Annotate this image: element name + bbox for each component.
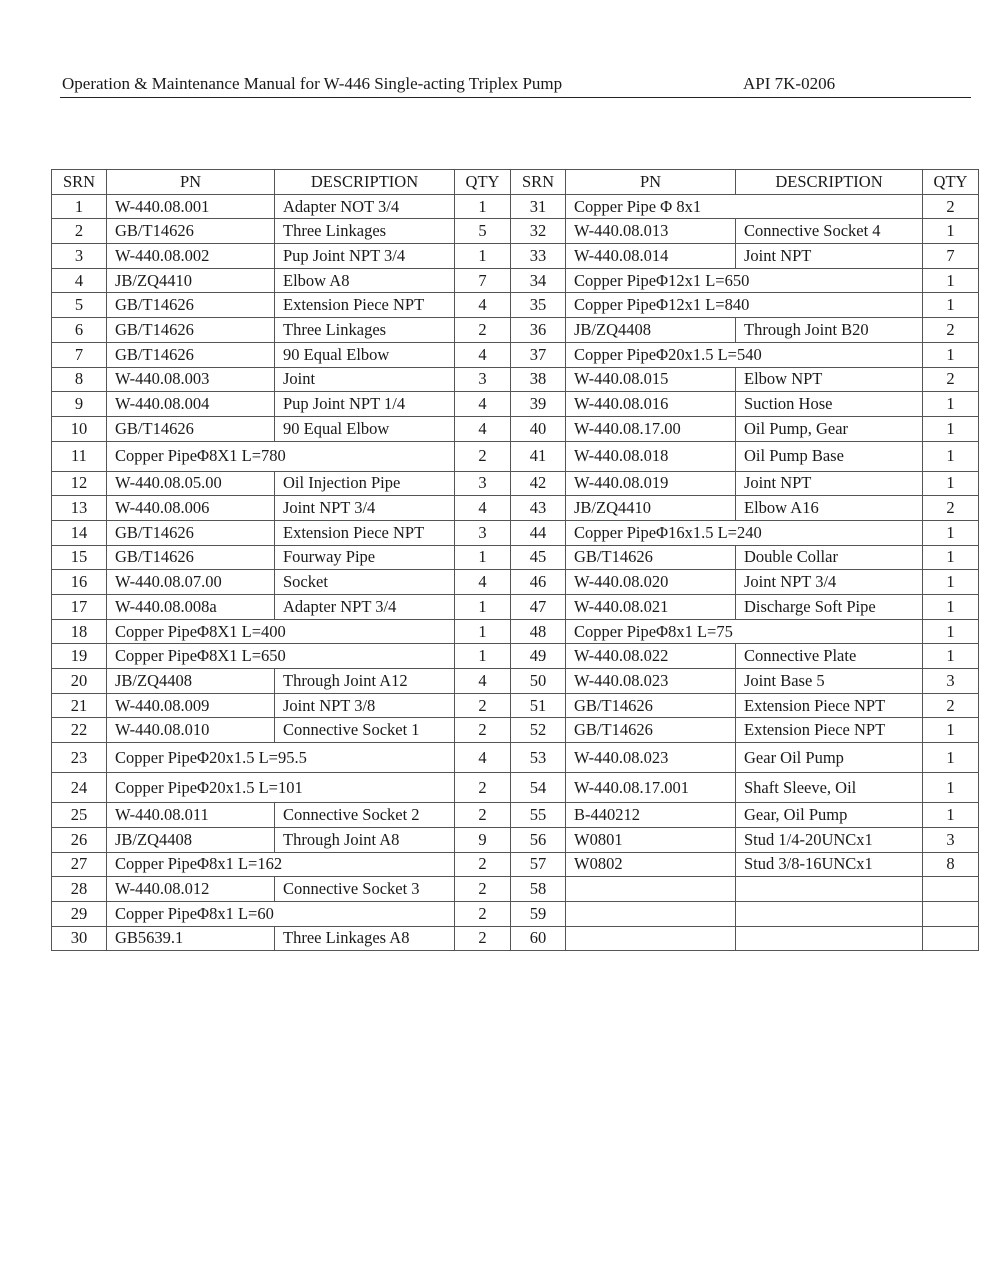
- srn-cell: 45: [511, 545, 566, 570]
- table-row: [52, 669, 979, 694]
- table-row: [52, 803, 979, 828]
- pn-cell: B-440212: [566, 803, 736, 828]
- qty-cell: 1: [455, 595, 511, 620]
- pn-cell: W-440.08.019: [566, 471, 736, 496]
- description-cell: Connective Socket 2: [275, 803, 455, 828]
- description-cell: Through Joint A8: [275, 827, 455, 852]
- qty-cell: 1: [923, 293, 979, 318]
- pn-cell: Copper PipeΦ8x1 L=75: [566, 619, 923, 644]
- qty-cell: [923, 926, 979, 951]
- qty-cell: 1: [455, 244, 511, 269]
- srn-cell: 13: [52, 496, 107, 521]
- srn-cell: 25: [52, 803, 107, 828]
- description-cell: Elbow A16: [736, 496, 923, 521]
- srn-cell: 26: [52, 827, 107, 852]
- pn-cell: GB/T14626: [107, 545, 275, 570]
- pn-cell: W-440.08.016: [566, 392, 736, 417]
- description-cell: [736, 926, 923, 951]
- description-cell: Gear, Oil Pump: [736, 803, 923, 828]
- srn-cell: 19: [52, 644, 107, 669]
- pn-cell: JB/ZQ4408: [566, 318, 736, 343]
- qty-cell: 1: [923, 342, 979, 367]
- srn-cell: 29: [52, 901, 107, 926]
- description-cell: Elbow NPT: [736, 367, 923, 392]
- table-row: [52, 644, 979, 669]
- description-cell: Adapter NOT 3/4: [275, 194, 455, 219]
- srn-cell: 34: [511, 268, 566, 293]
- qty-cell: 1: [923, 718, 979, 743]
- pn-cell: [566, 901, 736, 926]
- qty-cell: [923, 877, 979, 902]
- table-row: [52, 595, 979, 620]
- srn-cell: 27: [52, 852, 107, 877]
- description-cell: Fourway Pipe: [275, 545, 455, 570]
- document-code: API 7K-0206: [743, 74, 836, 93]
- srn-cell: 17: [52, 595, 107, 620]
- qty-cell: 1: [923, 570, 979, 595]
- pn-cell: Copper PipeΦ8X1 L=400: [107, 619, 455, 644]
- qty-cell: 3: [455, 471, 511, 496]
- description-cell: Joint: [275, 367, 455, 392]
- srn-cell: 16: [52, 570, 107, 595]
- table-row: [52, 520, 979, 545]
- qty-cell: 1: [923, 644, 979, 669]
- description-cell: Shaft Sleeve, Oil: [736, 773, 923, 803]
- pn-cell: GB5639.1: [107, 926, 275, 951]
- table-row: [52, 877, 979, 902]
- qty-cell: 4: [455, 570, 511, 595]
- column-header-qty: QTY: [455, 170, 511, 195]
- srn-cell: 24: [52, 773, 107, 803]
- qty-cell: 2: [455, 926, 511, 951]
- qty-cell: 4: [455, 669, 511, 694]
- qty-cell: 4: [455, 342, 511, 367]
- srn-cell: 32: [511, 219, 566, 244]
- srn-cell: 21: [52, 693, 107, 718]
- qty-cell: 2: [455, 773, 511, 803]
- description-cell: Pup Joint NPT 1/4: [275, 392, 455, 417]
- srn-cell: 10: [52, 416, 107, 441]
- column-header-srn: SRN: [511, 170, 566, 195]
- description-cell: Three Linkages: [275, 219, 455, 244]
- description-cell: Three Linkages A8: [275, 926, 455, 951]
- srn-cell: 56: [511, 827, 566, 852]
- srn-cell: 11: [52, 441, 107, 471]
- qty-cell: 1: [923, 471, 979, 496]
- description-cell: Discharge Soft Pipe: [736, 595, 923, 620]
- srn-cell: 36: [511, 318, 566, 343]
- pn-cell: W-440.08.012: [107, 877, 275, 902]
- srn-cell: 59: [511, 901, 566, 926]
- qty-cell: 2: [455, 693, 511, 718]
- description-cell: Through Joint A12: [275, 669, 455, 694]
- description-cell: Socket: [275, 570, 455, 595]
- table-row: [52, 318, 979, 343]
- pn-cell: W-440.08.021: [566, 595, 736, 620]
- table-row: [52, 244, 979, 269]
- srn-cell: 44: [511, 520, 566, 545]
- srn-cell: 8: [52, 367, 107, 392]
- srn-cell: 41: [511, 441, 566, 471]
- table-row: [52, 342, 979, 367]
- qty-cell: 1: [923, 268, 979, 293]
- pn-cell: Copper PipeΦ8X1 L=650: [107, 644, 455, 669]
- table-row: [52, 773, 979, 803]
- srn-cell: 20: [52, 669, 107, 694]
- description-cell: Joint NPT: [736, 244, 923, 269]
- table-row: [52, 219, 979, 244]
- description-cell: Oil Pump, Gear: [736, 416, 923, 441]
- srn-cell: 6: [52, 318, 107, 343]
- qty-cell: 4: [455, 743, 511, 773]
- srn-cell: 50: [511, 669, 566, 694]
- srn-cell: 28: [52, 877, 107, 902]
- description-cell: Joint NPT 3/4: [275, 496, 455, 521]
- pn-cell: Copper PipeΦ20x1.5 L=540: [566, 342, 923, 367]
- column-header-description: DESCRIPTION: [736, 170, 923, 195]
- srn-cell: 12: [52, 471, 107, 496]
- srn-cell: 51: [511, 693, 566, 718]
- pn-cell: JB/ZQ4410: [107, 268, 275, 293]
- qty-cell: 1: [923, 743, 979, 773]
- pn-cell: W-440.08.17.00: [566, 416, 736, 441]
- pn-cell: W-440.08.015: [566, 367, 736, 392]
- parts-table-body: [52, 194, 979, 951]
- pn-cell: Copper Pipe Φ 8x1: [566, 194, 923, 219]
- pn-cell: GB/T14626: [107, 318, 275, 343]
- srn-cell: 23: [52, 743, 107, 773]
- description-cell: [736, 901, 923, 926]
- table-row: [52, 416, 979, 441]
- qty-cell: 2: [923, 318, 979, 343]
- srn-cell: 48: [511, 619, 566, 644]
- srn-cell: 3: [52, 244, 107, 269]
- srn-cell: 49: [511, 644, 566, 669]
- table-row: [52, 926, 979, 951]
- pn-cell: W-440.08.05.00: [107, 471, 275, 496]
- pn-cell: GB/T14626: [107, 219, 275, 244]
- srn-cell: 1: [52, 194, 107, 219]
- manual-title: Operation & Maintenance Manual for W-446 Single-acting Triplex Pump: [62, 74, 563, 93]
- table-row: [52, 718, 979, 743]
- qty-cell: 3: [923, 827, 979, 852]
- pn-cell: Copper PipeΦ12x1 L=650: [566, 268, 923, 293]
- qty-cell: 2: [455, 318, 511, 343]
- pn-cell: Copper PipeΦ8X1 L=780: [107, 441, 455, 471]
- pn-cell: W-440.08.018: [566, 441, 736, 471]
- srn-cell: 4: [52, 268, 107, 293]
- pn-cell: Copper PipeΦ8x1 L=60: [107, 901, 455, 926]
- srn-cell: 40: [511, 416, 566, 441]
- qty-cell: 4: [455, 392, 511, 417]
- srn-cell: 47: [511, 595, 566, 620]
- pn-cell: W-440.08.023: [566, 743, 736, 773]
- qty-cell: 1: [923, 803, 979, 828]
- description-cell: [736, 877, 923, 902]
- description-cell: Joint NPT 3/8: [275, 693, 455, 718]
- table-row: [52, 570, 979, 595]
- pn-cell: [566, 877, 736, 902]
- qty-cell: 2: [455, 718, 511, 743]
- srn-cell: 5: [52, 293, 107, 318]
- table-row: [52, 268, 979, 293]
- pn-cell: GB/T14626: [107, 416, 275, 441]
- srn-cell: 30: [52, 926, 107, 951]
- pn-cell: W0802: [566, 852, 736, 877]
- qty-cell: 8: [923, 852, 979, 877]
- description-cell: Extension Piece NPT: [736, 718, 923, 743]
- description-cell: Stud 3/8-16UNCx1: [736, 852, 923, 877]
- pn-cell: [566, 926, 736, 951]
- qty-cell: 1: [923, 441, 979, 471]
- srn-cell: 57: [511, 852, 566, 877]
- srn-cell: 58: [511, 877, 566, 902]
- pn-cell: W-440.08.013: [566, 219, 736, 244]
- srn-cell: 2: [52, 219, 107, 244]
- description-cell: Extension Piece NPT: [736, 693, 923, 718]
- qty-cell: 7: [923, 244, 979, 269]
- pn-cell: GB/T14626: [107, 342, 275, 367]
- qty-cell: [923, 901, 979, 926]
- description-cell: Elbow A8: [275, 268, 455, 293]
- description-cell: Oil Injection Pipe: [275, 471, 455, 496]
- qty-cell: 3: [455, 520, 511, 545]
- srn-cell: 37: [511, 342, 566, 367]
- pn-cell: Copper PipeΦ20x1.5 L=95.5: [107, 743, 455, 773]
- pn-cell: W-440.08.17.001: [566, 773, 736, 803]
- description-cell: Suction Hose: [736, 392, 923, 417]
- qty-cell: 5: [455, 219, 511, 244]
- table-row: [52, 827, 979, 852]
- qty-cell: 1: [923, 773, 979, 803]
- srn-cell: 22: [52, 718, 107, 743]
- pn-cell: W-440.08.002: [107, 244, 275, 269]
- qty-cell: 2: [455, 441, 511, 471]
- table-row: [52, 852, 979, 877]
- pn-cell: W-440.08.07.00: [107, 570, 275, 595]
- column-header-description: DESCRIPTION: [275, 170, 455, 195]
- column-header-qty: QTY: [923, 170, 979, 195]
- srn-cell: 55: [511, 803, 566, 828]
- qty-cell: 1: [923, 619, 979, 644]
- table-row: [52, 194, 979, 219]
- qty-cell: 4: [455, 293, 511, 318]
- description-cell: Joint NPT: [736, 471, 923, 496]
- pn-cell: GB/T14626: [566, 718, 736, 743]
- description-cell: Pup Joint NPT 3/4: [275, 244, 455, 269]
- description-cell: Connective Socket 3: [275, 877, 455, 902]
- description-cell: Oil Pump Base: [736, 441, 923, 471]
- pn-cell: JB/ZQ4410: [566, 496, 736, 521]
- table-row: [52, 293, 979, 318]
- table-row: [52, 693, 979, 718]
- pn-cell: W-440.08.001: [107, 194, 275, 219]
- description-cell: Joint Base 5: [736, 669, 923, 694]
- table-row: [52, 496, 979, 521]
- column-header-pn: PN: [566, 170, 736, 195]
- qty-cell: 1: [923, 416, 979, 441]
- table-row: [52, 619, 979, 644]
- qty-cell: 2: [455, 803, 511, 828]
- pn-cell: JB/ZQ4408: [107, 827, 275, 852]
- pn-cell: W-440.08.008a: [107, 595, 275, 620]
- description-cell: 90 Equal Elbow: [275, 416, 455, 441]
- qty-cell: 2: [455, 901, 511, 926]
- srn-cell: 60: [511, 926, 566, 951]
- pn-cell: W-440.08.023: [566, 669, 736, 694]
- table-row: [52, 471, 979, 496]
- pn-cell: W-440.08.011: [107, 803, 275, 828]
- srn-cell: 52: [511, 718, 566, 743]
- srn-cell: 7: [52, 342, 107, 367]
- srn-cell: 39: [511, 392, 566, 417]
- qty-cell: 1: [923, 392, 979, 417]
- description-cell: Extension Piece NPT: [275, 293, 455, 318]
- pn-cell: GB/T14626: [107, 293, 275, 318]
- pn-cell: GB/T14626: [566, 693, 736, 718]
- description-cell: 90 Equal Elbow: [275, 342, 455, 367]
- qty-cell: 9: [455, 827, 511, 852]
- qty-cell: 1: [923, 520, 979, 545]
- srn-cell: 14: [52, 520, 107, 545]
- pn-cell: W-440.08.014: [566, 244, 736, 269]
- pn-cell: W-440.08.010: [107, 718, 275, 743]
- qty-cell: 2: [923, 693, 979, 718]
- table-row: [52, 367, 979, 392]
- description-cell: Extension Piece NPT: [275, 520, 455, 545]
- qty-cell: 4: [455, 416, 511, 441]
- qty-cell: 1: [923, 545, 979, 570]
- qty-cell: 7: [455, 268, 511, 293]
- srn-cell: 43: [511, 496, 566, 521]
- qty-cell: 2: [455, 852, 511, 877]
- column-header-srn: SRN: [52, 170, 107, 195]
- qty-cell: 3: [923, 669, 979, 694]
- pn-cell: W-440.08.004: [107, 392, 275, 417]
- page-header: [60, 73, 971, 98]
- parts-list-table: [51, 169, 979, 951]
- pn-cell: W-440.08.003: [107, 367, 275, 392]
- qty-cell: 1: [455, 194, 511, 219]
- table-row: [52, 392, 979, 417]
- srn-cell: 46: [511, 570, 566, 595]
- table-row: [52, 743, 979, 773]
- pn-cell: W-440.08.022: [566, 644, 736, 669]
- srn-cell: 38: [511, 367, 566, 392]
- srn-cell: 54: [511, 773, 566, 803]
- qty-cell: 3: [455, 367, 511, 392]
- qty-cell: 1: [923, 219, 979, 244]
- description-cell: Connective Socket 1: [275, 718, 455, 743]
- pn-cell: Copper PipeΦ8x1 L=162: [107, 852, 455, 877]
- pn-cell: Copper PipeΦ12x1 L=840: [566, 293, 923, 318]
- description-cell: Adapter NPT 3/4: [275, 595, 455, 620]
- srn-cell: 42: [511, 471, 566, 496]
- column-header-pn: PN: [107, 170, 275, 195]
- description-cell: Through Joint B20: [736, 318, 923, 343]
- qty-cell: 1: [923, 595, 979, 620]
- srn-cell: 53: [511, 743, 566, 773]
- qty-cell: 1: [455, 545, 511, 570]
- description-cell: Double Collar: [736, 545, 923, 570]
- qty-cell: 4: [455, 496, 511, 521]
- srn-cell: 35: [511, 293, 566, 318]
- pn-cell: GB/T14626: [566, 545, 736, 570]
- srn-cell: 33: [511, 244, 566, 269]
- qty-cell: 1: [455, 619, 511, 644]
- pn-cell: Copper PipeΦ16x1.5 L=240: [566, 520, 923, 545]
- table-row: [52, 441, 979, 471]
- description-cell: Connective Socket 4: [736, 219, 923, 244]
- srn-cell: 15: [52, 545, 107, 570]
- pn-cell: Copper PipeΦ20x1.5 L=101: [107, 773, 455, 803]
- srn-cell: 18: [52, 619, 107, 644]
- description-cell: Connective Plate: [736, 644, 923, 669]
- qty-cell: 2: [923, 496, 979, 521]
- qty-cell: 2: [923, 367, 979, 392]
- pn-cell: W0801: [566, 827, 736, 852]
- description-cell: Joint NPT 3/4: [736, 570, 923, 595]
- description-cell: Gear Oil Pump: [736, 743, 923, 773]
- table-header-row: [52, 170, 979, 195]
- qty-cell: 1: [455, 644, 511, 669]
- srn-cell: 9: [52, 392, 107, 417]
- description-cell: Three Linkages: [275, 318, 455, 343]
- table-row: [52, 901, 979, 926]
- pn-cell: JB/ZQ4408: [107, 669, 275, 694]
- pn-cell: GB/T14626: [107, 520, 275, 545]
- srn-cell: 31: [511, 194, 566, 219]
- qty-cell: 2: [923, 194, 979, 219]
- pn-cell: W-440.08.009: [107, 693, 275, 718]
- table-row: [52, 545, 979, 570]
- qty-cell: 2: [455, 877, 511, 902]
- pn-cell: W-440.08.006: [107, 496, 275, 521]
- pn-cell: W-440.08.020: [566, 570, 736, 595]
- description-cell: Stud 1/4-20UNCx1: [736, 827, 923, 852]
